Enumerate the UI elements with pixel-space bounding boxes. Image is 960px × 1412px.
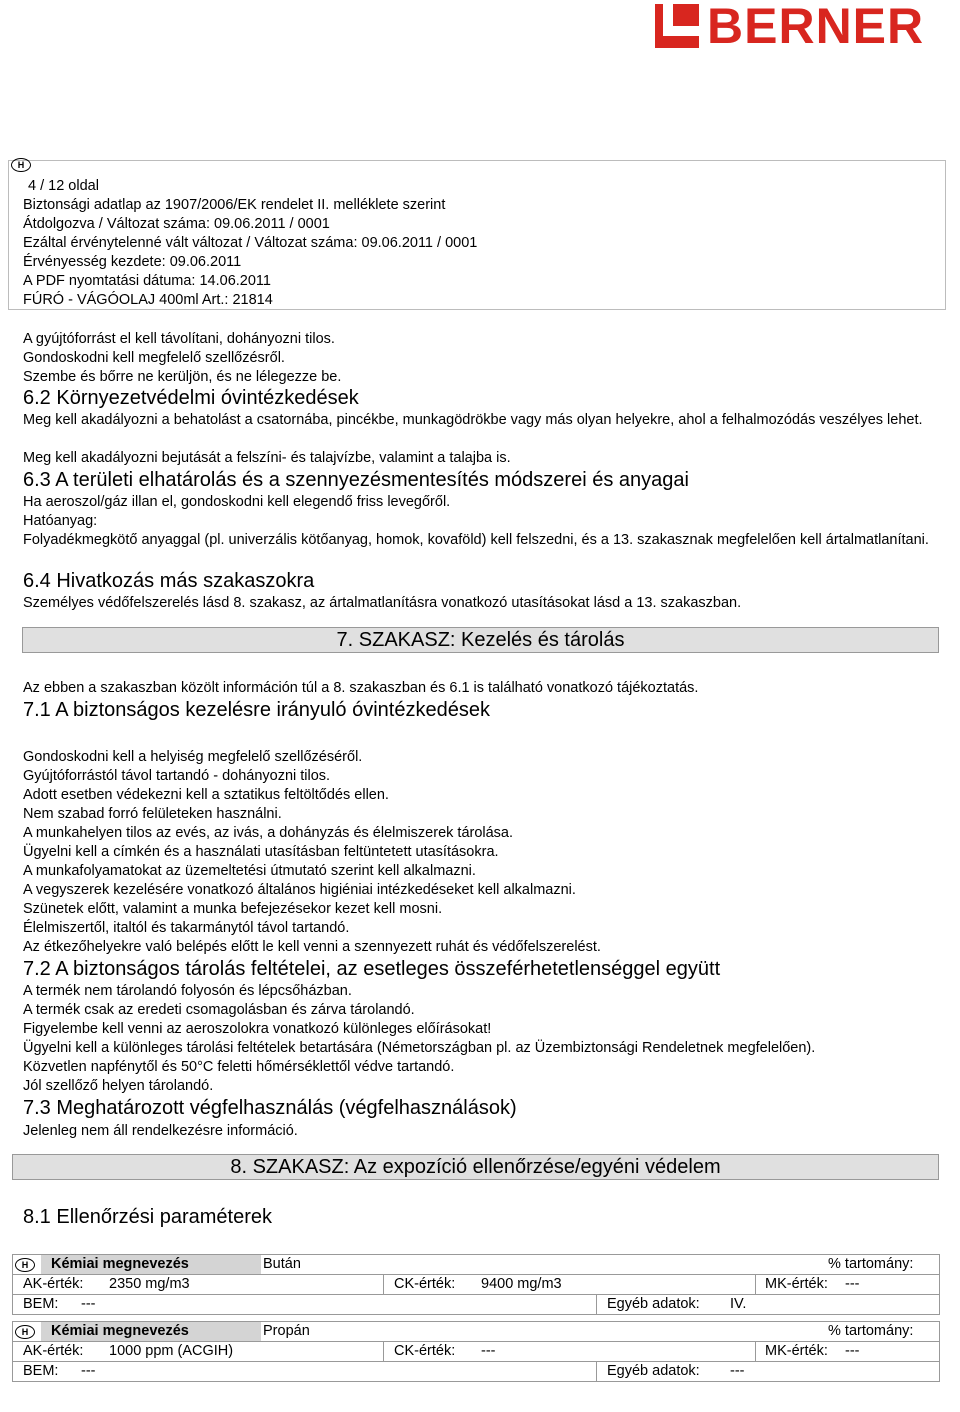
heading-7-3: 7.3 Meghatározott végfelhasználás (végfelhasználások) bbox=[23, 1097, 517, 1119]
list-item: Adott esetben védekezni kell a sztatikus feltöltődés ellen. bbox=[23, 787, 389, 803]
text-paragraph: Folyadékmegkötő anyaggal (pl. univerzális kötőanyag, homok, kovaföld) kell felszedni, és a 13. szakasznak megfelelően kell ártalmatlanítani. bbox=[23, 532, 929, 548]
text-line: Szembe és bőrre ne kerüljön, és ne lélegezze be. bbox=[23, 369, 342, 385]
header-print-date: A PDF nyomtatási dátuma: 14.06.2011 bbox=[23, 273, 271, 289]
heading-8-1: 8.1 Ellenőrzési paraméterek bbox=[23, 1206, 273, 1228]
table-row bbox=[13, 1342, 939, 1361]
list-item: Szünetek előtt, valamint a munka befejezésekor kezet kell mosni. bbox=[23, 901, 443, 917]
other-data-value: IV. bbox=[730, 1296, 747, 1312]
list-item: Jól szellőző helyen tárolandó. bbox=[23, 1078, 214, 1094]
mk-value: --- bbox=[845, 1276, 860, 1292]
text-line: Ha aeroszol/gáz illan el, gondoskodni kell elegendő friss levegőről. bbox=[23, 494, 451, 510]
ck-label: CK-érték: bbox=[394, 1276, 456, 1292]
list-item: Ügyelni kell a címkén és a használati utasításban feltüntetett utasításokra. bbox=[23, 844, 499, 860]
heading-6-4: 6.4 Hivatkozás más szakaszokra bbox=[23, 570, 315, 592]
heading-6-2: 6.2 Környezetvédelmi óvintézkedések bbox=[23, 387, 359, 409]
chemical-name-label: Kémiai megnevezés bbox=[51, 1256, 189, 1272]
list-item: Gyújtóforrástól távol tartandó - dohányozni tilos. bbox=[23, 768, 331, 784]
country-badge: H bbox=[15, 1325, 35, 1339]
list-7-1 bbox=[23, 748, 601, 957]
section-8-bar: 8. SZAKASZ: Az expozíció ellenőrzése/egyéni védelem bbox=[12, 1154, 939, 1180]
ak-label: AK-érték: bbox=[23, 1343, 84, 1359]
other-data-label: Egyéb adatok: bbox=[607, 1296, 700, 1312]
ck-value: --- bbox=[481, 1343, 496, 1359]
bem-label: BEM: bbox=[23, 1296, 59, 1312]
ck-value: 9400 mg/m3 bbox=[481, 1276, 562, 1292]
berner-logo-mark bbox=[655, 4, 699, 48]
ak-value: 1000 ppm (ACGIH) bbox=[109, 1343, 234, 1359]
table-row bbox=[13, 1255, 939, 1274]
heading-7-2: 7.2 A biztonságos tárolás feltételei, az esetleges összeférhetetlenséggel együtt bbox=[23, 958, 721, 980]
table-row bbox=[13, 1322, 939, 1341]
country-badge: H bbox=[15, 1258, 35, 1272]
text-line: Gondoskodni kell megfelelő szellőzésről. bbox=[23, 350, 285, 366]
header-product: FÚRÓ - VÁGÓOLAJ 400ml Art.: 21814 bbox=[23, 292, 273, 308]
bem-label: BEM: bbox=[23, 1363, 59, 1379]
exposure-table-butane bbox=[12, 1254, 940, 1315]
list-item: A munkafolyamatokat az üzemeltetési útmutató szerint kell alkalmazni. bbox=[23, 863, 476, 879]
page-number: 4 / 12 oldal bbox=[28, 178, 99, 194]
section-7-bar: 7. SZAKASZ: Kezelés és tárolás bbox=[22, 627, 939, 653]
list-item: A munkahelyen tilos az evés, az ivás, a dohányzás és élelmiszerek tárolása. bbox=[23, 825, 514, 841]
mk-label: MK-érték: bbox=[765, 1343, 828, 1359]
country-badge: H bbox=[11, 158, 31, 172]
mk-label: MK-érték: bbox=[765, 1276, 828, 1292]
bem-value: --- bbox=[81, 1296, 96, 1312]
list-item: Figyelembe kell venni az aeroszolokra vonatkozó különleges előírásokat! bbox=[23, 1021, 492, 1037]
header-regulation: Biztonsági adatlap az 1907/2006/EK rendelet II. melléklete szerint bbox=[23, 197, 446, 213]
list-item: Nem szabad forró felületeken használni. bbox=[23, 806, 282, 822]
text-line: Az ebben a szakaszban közölt információn túl a 8. szakaszban és 6.1 is található vonatkozó tájékoztatás. bbox=[23, 680, 699, 696]
list-item: A termék nem tárolandó folyosón és lépcsőházban. bbox=[23, 983, 352, 999]
text-paragraph: Meg kell akadályozni a behatolást a csatornába, pincékbe, munkagödrökbe vagy más olyan helyekre, ahol a felhalmozódás veszélyes lehet. bbox=[23, 412, 923, 428]
berner-logo bbox=[655, 0, 960, 54]
chemical-name-label: Kémiai megnevezés bbox=[51, 1323, 189, 1339]
other-data-label: Egyéb adatok: bbox=[607, 1363, 700, 1379]
other-data-value: --- bbox=[730, 1363, 745, 1379]
list-item: A termék csak az eredeti csomagolásban és zárva tárolandó. bbox=[23, 1002, 415, 1018]
list-item: Közvetlen napfénytől és 50°C feletti hőmérséklettől védve tartandó. bbox=[23, 1059, 455, 1075]
list-item: A vegyszerek kezelésére vonatkozó általános higiéniai intézkedéseket kell alkalmazni. bbox=[23, 882, 576, 898]
heading-7-1: 7.1 A biztonságos kezelésre irányuló óvintézkedések bbox=[23, 699, 490, 721]
ck-label: CK-érték: bbox=[394, 1343, 456, 1359]
header-superseded: Ezáltal érvénytelenné vált változat / Változat száma: 09.06.2011 / 0001 bbox=[23, 235, 478, 251]
list-item: Élelmiszertől, italtól és takarmánytól távol tartandó. bbox=[23, 920, 350, 936]
list-item: Gondoskodni kell a helyiség megfelelő szellőzéséről. bbox=[23, 749, 363, 765]
table-row bbox=[13, 1275, 939, 1294]
list-7-2 bbox=[23, 982, 815, 1096]
text-line: Személyes védőfelszerelés lásd 8. szakasz, az ártalmatlanításra vonatkozó utasításokat lásd a 13. szakaszban. bbox=[23, 595, 742, 611]
ak-value: 2350 mg/m3 bbox=[109, 1276, 190, 1292]
ak-label: AK-érték: bbox=[23, 1276, 84, 1292]
heading-6-3: 6.3 A területi elhatárolás és a szennyezésmentesítés módszerei és anyagai bbox=[23, 469, 689, 491]
chemical-name: Propán bbox=[263, 1323, 310, 1339]
text-line: Hatóanyag: bbox=[23, 513, 98, 529]
percent-range-label: % tartomány: bbox=[828, 1256, 914, 1272]
text-line: Meg kell akadályozni bejutását a felszíni- és talajvízbe, valamint a talajba is. bbox=[23, 450, 511, 466]
header-valid-from: Érvényesség kezdete: 09.06.2011 bbox=[23, 254, 242, 270]
percent-range-label: % tartomány: bbox=[828, 1323, 914, 1339]
text-line: Jelenleg nem áll rendelkezésre információ. bbox=[23, 1123, 298, 1139]
exposure-table-propane bbox=[12, 1321, 940, 1382]
bem-value: --- bbox=[81, 1363, 96, 1379]
mk-value: --- bbox=[845, 1343, 860, 1359]
brand-name: BERNER bbox=[707, 0, 925, 54]
list-item: Az étkezőhelyekre való belépés előtt le kell venni a szennyezett ruhát és védőfelszerelést. bbox=[23, 939, 601, 955]
list-item: Ügyelni kell a különleges tárolási feltételek betartására (Németországban pl. az Üzembiztonsági Rendeletnek megfelelően). bbox=[23, 1040, 816, 1056]
table-row bbox=[13, 1362, 939, 1381]
chemical-name: Bután bbox=[263, 1256, 301, 1272]
header-revision: Átdolgozva / Változat száma: 09.06.2011 / 0001 bbox=[23, 216, 330, 232]
text-line: A gyújtóforrást el kell távolítani, dohányozni tilos. bbox=[23, 331, 335, 347]
table-row bbox=[13, 1295, 939, 1314]
